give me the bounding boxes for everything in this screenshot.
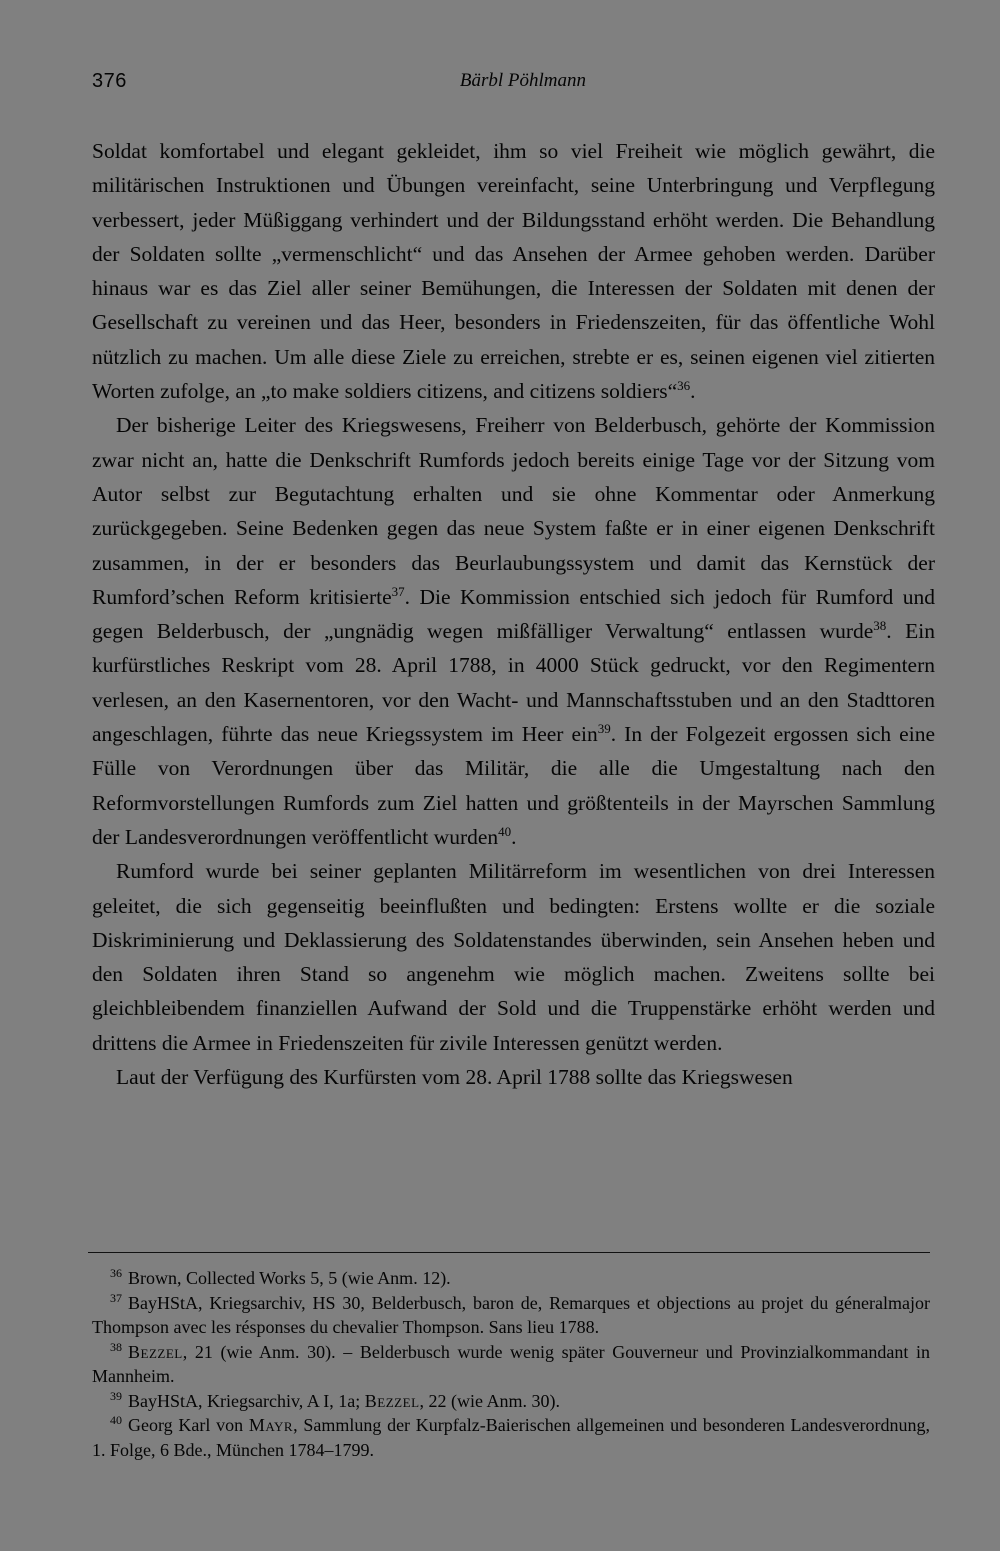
footnote-author-smallcaps: Mayr [248, 1415, 294, 1435]
footnote-number: 40 [110, 1413, 122, 1427]
paragraph-1 [92, 134, 935, 408]
footnote-text: Brown, Collected Works 5, 5 (wie Anm. 12). [128, 1268, 451, 1288]
footnote-38 [92, 1340, 930, 1389]
footnotes [92, 1266, 930, 1462]
footnote-36 [92, 1266, 930, 1291]
footnote-number: 39 [110, 1388, 122, 1403]
page-header [92, 70, 586, 100]
footnote-37 [92, 1291, 930, 1340]
footnote-text-end: , Sammlung der Kurpfalz-Baierischen allgemeinen und besonderen Landesverordnung, 1. Folge, 6 Bde., München 1784–1799. [92, 1415, 931, 1460]
paragraph-1-end: . [690, 379, 696, 404]
footnote-ref-36: 36 [677, 378, 691, 394]
paragraph-2-part-b: . Die Kommission entschied sich jedoch für Rumford und gegen Belderbusch, der „ungnädig wegen mißfälliger Verwaltung“ entlassen wurde [92, 584, 935, 644]
paragraph-2-part-e: . [511, 824, 517, 849]
footnote-text: BayHStA, Kriegsarchiv, HS 30, Belderbusch, baron de, Remarques et objections au projet du géneralmajor Thompson avec les résponses du chevalier Thompson. Sans lieu 1788. [92, 1292, 930, 1337]
footnote-separator-rule [88, 1252, 930, 1253]
footnote-author-smallcaps: Bezzel [364, 1390, 420, 1411]
paragraph-2-part-c: . Ein kurfürstliches Reskript vom 28. April 1788, in 4000 Stück gedruckt, vor den Regimentern verlesen, an den Kasernentoren, vor den Wacht- und Mannschaftsstuben und an den Stadttoren angeschlagen, führte das neue Kriegssystem im Heer ein [92, 619, 935, 747]
paragraph-2-part-d: . In der Folgezeit ergossen sich eine Fülle von Verordnungen über das Militär, die alle die Umgestaltung nach den Reformvorstellungen Rumfords zum Ziel hatten und größtenteils in der Mayrschen Sammlung der Landesverordnungen veröffentlicht wurden [92, 722, 935, 849]
footnote-number: 36 [110, 1266, 122, 1280]
footnote-text: Georg Karl von [128, 1415, 249, 1435]
footnote-ref-38: 38 [873, 618, 887, 634]
footnote-text: BayHStA, Kriegsarchiv, A I, 1a; [128, 1390, 365, 1411]
footnote-text: , 21 (wie Anm. 30). – Belderbusch wurde wenig später Gouverneur und Provinzialkommandant in Mannheim. [92, 1341, 930, 1386]
paragraph-4: Laut der Verfügung des Kurfürsten vom 28. April 1788 sollte das Kriegswesen [116, 1065, 793, 1090]
running-head-author: Bärbl Pöhlmann [459, 70, 586, 91]
footnote-ref-40: 40 [498, 823, 512, 839]
footnote-ref-37: 37 [391, 583, 405, 599]
paragraph-1-text: Soldat komfortabel und elegant gekleidet, ihm so viel Freiheit wie möglich gewährt, die militärischen Instruktionen und Übungen vereinfacht, seine Unterbringung und Verpflegung verbessert, jeder Müßiggang verhindert und der Bildungsstand erhöht werden. Die Behandlung der Soldaten sollte „vermenschlicht“ und das Ansehen der Armee gehoben werden. Darüber hinaus war es das Ziel aller seiner Bemühungen, die Interessen der Soldaten mit denen der Gesellschaft zu vereinen und das Heer, besonders in Friedenszeiten, für das öffentliche Wohl nützlich zu machen. Um alle diese Ziele zu erreichen, strebte er es, seinen eigenen viel zitierten Worten zufolge, an „to make soldiers citizens, and citizens soldiers“ [92, 139, 935, 404]
footnote-number: 37 [110, 1290, 122, 1305]
body-text [92, 134, 935, 1094]
footnote-text-end: , 22 (wie Anm. 30). [419, 1390, 560, 1411]
paragraph-2 [92, 408, 935, 854]
footnote-40 [92, 1413, 930, 1462]
paragraph-2-part-a: Der bisherige Leiter des Kriegswesens, Freiherr von Belderbusch, gehörte der Kommission zwar nicht an, hatte die Denkschrift Rumfords jedoch bereits einige Tage vor der Sitzung vom Autor selbst zur Begutachtung erhalten und sie ohne Kommentar oder Anmerkung zurückgegeben. Seine Bedenken gegen das neue System faßte er in einer eigenen Denkschrift zusammen, in der er besonders das Beurlaubungssystem und damit das Kernstück der Rumford’schen Reform kritisierte [92, 413, 935, 609]
paragraph-3: Rumford wurde bei seiner geplanten Militärreform im wesentlichen von drei Interessen geleitet, die sich gegenseitig beeinflußten und bedingten: Erstens wollte er die soziale Diskriminierung und Deklassierung des Soldatenstandes überwinden, sein Ansehen heben und den Soldaten ihren Stand so angenehm wie möglich machen. Zweitens sollte bei gleichbleibendem finanziellen Aufwand der Sold und die Truppenstärke erhöht werden und drittens die Armee in Friedenszeiten für zivile Interessen genützt werden. [92, 859, 935, 1055]
page-number: 376 [92, 70, 127, 92]
footnote-author-smallcaps: Bezzel [128, 1341, 183, 1362]
footnote-39 [92, 1389, 930, 1414]
footnote-ref-39: 39 [597, 721, 611, 737]
footnote-number: 38 [110, 1339, 122, 1354]
